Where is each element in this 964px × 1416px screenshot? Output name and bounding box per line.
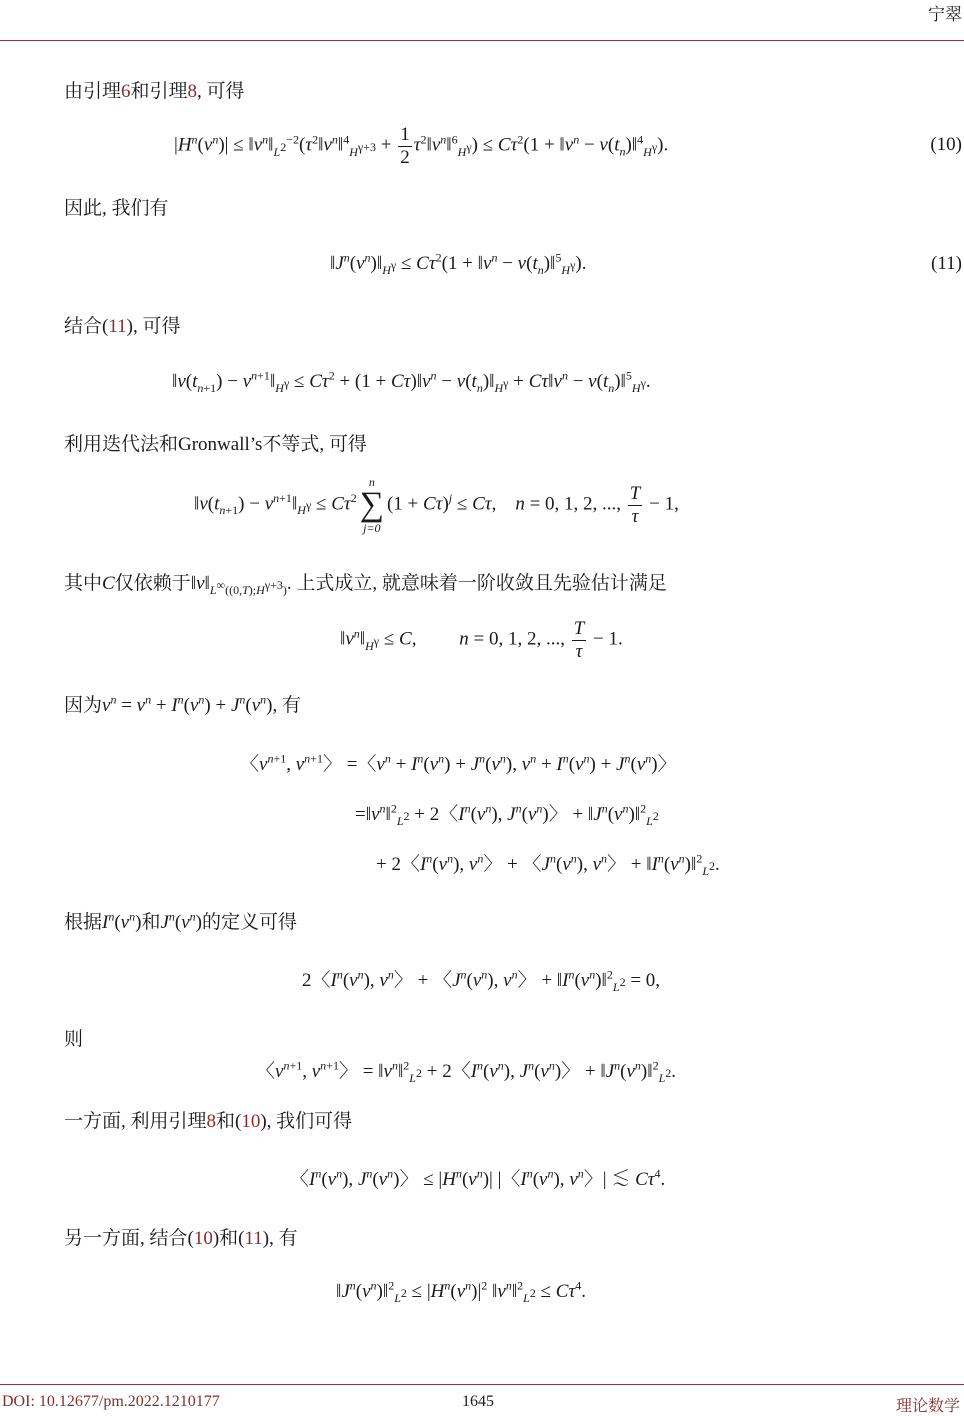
- ref-lemma-8[interactable]: 8: [187, 81, 198, 102]
- equation-11: $‖J^n(v^n)‖_{H^\gamma} \le C\tau^2(1$ + $‖v^n$ − $v(t_n)‖^5_{H^\gamma}$).: [330, 250, 587, 277]
- equation-inner-product-bound: 〈$I^n(v^n)$, $J^n(v^n)$〉 ≤ $|H^n(v^n)|$ |〈$I^n(v^n)$, $v^n$〉| ≲ $C\tau^4$.: [290, 1166, 666, 1190]
- summation: n ∑ j=0: [359, 475, 384, 535]
- paragraph-7: 根据$I^n(v^n)$和$J^n(v^n)$的定义可得: [64, 909, 297, 933]
- header-rule: [0, 40, 964, 41]
- equation-a-priori-estimate: $‖v^n‖_{H^\gamma} \le C$, n = 0, 1, 2, ..., $\frac{T}{\tau}$ − 1.: [340, 618, 623, 662]
- equation-aligned-line-1: 〈$v^{n+1}$, $v^{n+1}$〉 =〈$v^n + I^n(v^n) + J^n(v^n)$, $v^n + I^n(v^n) + J^n(v^n)$〉: [240, 751, 677, 775]
- equation-definition-identity: 2〈$I^n(v^n)$, $v^n$〉 + 〈$J^n(v^n)$, $v^n$〉 + $‖I^n(v^n)‖^2_{L^2} = 0$,: [302, 967, 661, 994]
- text: ), 可得: [126, 316, 181, 337]
- text: ), 我们可得: [260, 1111, 353, 1132]
- ref-eq-11[interactable]: 11: [108, 316, 127, 337]
- text: , 可得: [197, 81, 245, 102]
- text: 和(: [216, 1111, 242, 1132]
- text: ), 有: [262, 1228, 298, 1249]
- paragraph-8: 则: [64, 1029, 84, 1050]
- fraction-T-over-tau: $\frac{T}{\tau}$: [629, 482, 641, 527]
- equation-number-10: (10): [930, 134, 962, 155]
- equation-simplified: 〈$v^{n+1}$, $v^{n+1}$〉 = $‖v^n‖^2_{L^2} + 2$〈$I^n(v^n)$, $J^n(v^n)$〉 + $‖J^n(v^n)‖^2_{L^2}$.: [256, 1058, 677, 1085]
- ref-lemma-8[interactable]: 8: [206, 1111, 217, 1132]
- footer-journal-name: 理论数学: [895, 1398, 960, 1415]
- footer-doi[interactable]: DOI: 10.12677/pm.2022.1210177: [2, 1393, 220, 1410]
- footer-rule: [0, 1384, 964, 1385]
- paragraph-2: 因此, 我们有: [64, 198, 169, 219]
- text: 由引理: [64, 81, 122, 102]
- paragraph-9: [64, 1106, 352, 1133]
- ref-lemma-6[interactable]: 6: [121, 81, 131, 102]
- equation-aligned-line-3: + 2〈$I^n(v^n)$, $v^n$〉 + 〈$J^n(v^n)$, $v^n$〉 + $‖I^n(v^n)‖^2_{L^2}$.: [376, 851, 720, 878]
- fraction-T-over-tau: $\frac{T}{\tau}$: [573, 618, 585, 662]
- text: 一方面, 利用引理: [64, 1111, 207, 1132]
- equation-aligned-line-2: $=‖v^n‖^2_{L^2} + 2$〈$I^n(v^n)$, $J^n(v^n)$〉 + $‖J^n(v^n)‖^2_{L^2}$: [355, 801, 659, 828]
- fraction-one-half: $\frac{1}{2}$: [400, 124, 410, 168]
- text: 仅依赖于: [114, 573, 191, 594]
- equation-10: $|H^n(v^n)|$ ≤ $‖v^n‖_{L^2}^{-2}(\tau^2‖v^n‖^4_{H^{\gamma+3}}$ + $\frac{1}{2}$ $\tau^2‖v^n‖^6_{H^\gamma}) \le C\tau^2(1$ + $‖v^n$ − $v(t_n)‖^4_{H^\gamma}$).: [174, 124, 669, 168]
- equation-J-norm-bound: $‖J^n(v^n)‖^2_{L^2} \le |H^n(v^n)|^2$ $‖v^n‖^2_{L^2} \le C\tau^4$.: [336, 1278, 587, 1305]
- text: , 有: [272, 695, 302, 716]
- text: 和: [141, 912, 161, 933]
- equation-gronwall: $‖v(t_{n+1})$ − $v^{n+1}‖_{H^\gamma} \le C\tau^2$ n ∑ j=0 $(1 + C\tau)^j \le C\tau$, n = 0, 1, 2, ..., $\frac{T}{\tau}$ − 1,: [194, 475, 679, 535]
- footer-page-number: 1645: [462, 1393, 494, 1410]
- text: . 上式成立, 就意味着一阶收敛且先验估计满足: [286, 573, 667, 594]
- paragraph-4: 利用迭代法和Gronwall’s不等式, 可得: [64, 434, 367, 455]
- paragraph-1: [64, 76, 245, 103]
- equation-number-11: (11): [931, 253, 962, 274]
- ref-eq-10[interactable]: 10: [193, 1228, 213, 1249]
- text: 另一方面, 结合(: [64, 1228, 194, 1249]
- text: 其中: [64, 573, 103, 594]
- running-head-author: 宁翠: [928, 5, 962, 24]
- ref-eq-11[interactable]: 11: [244, 1228, 263, 1249]
- text: 和引理: [130, 81, 188, 102]
- paragraph-5: 其中C仅依赖于$‖v‖_{L^\infty((0,T);H^{\gamma+3})}$. 上式成立, 就意味着一阶收敛且先验估计满足: [64, 573, 667, 597]
- paragraph-3: [64, 311, 180, 338]
- text: 因为: [64, 695, 103, 716]
- equation-error-recursion: $‖v(t_{n+1})$ − $v^{n+1}‖_{H^\gamma} \le C\tau^2 + (1$ + $C\tau)‖v^n$ − $v(t_n)‖_{H^\gamma}$ + $C\tau‖v^n$ − $v(t_n)‖^5_{H^\gamma}$.: [172, 368, 651, 395]
- text: 结合(: [64, 316, 109, 337]
- paragraph-10: [64, 1223, 298, 1250]
- paragraph-6: 因为$v^n = v^n + I^n(v^n) + J^n(v^n)$, 有: [64, 692, 302, 716]
- text: 根据: [64, 912, 103, 933]
- text: )和(: [212, 1228, 245, 1249]
- ref-eq-10[interactable]: 10: [241, 1111, 261, 1132]
- text: 的定义可得: [201, 912, 297, 933]
